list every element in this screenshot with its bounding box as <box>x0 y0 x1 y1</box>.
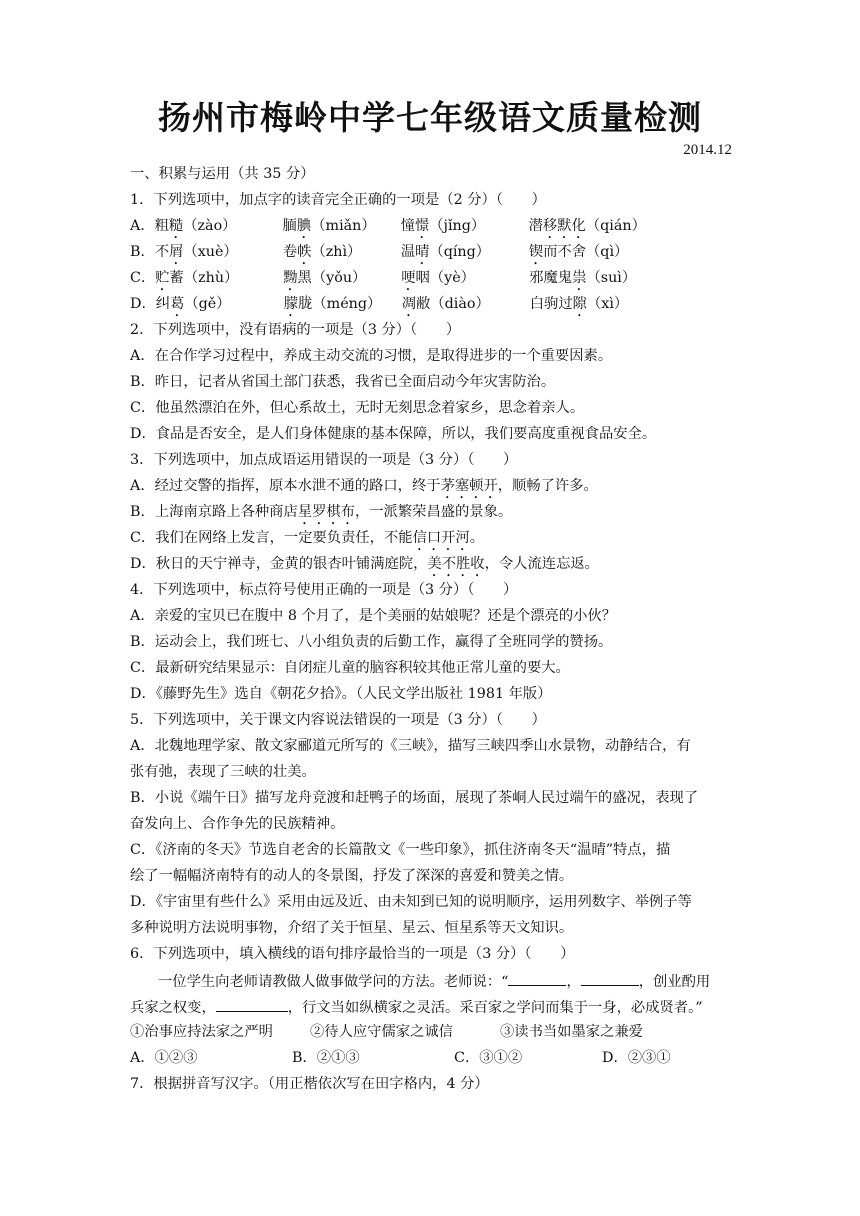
question-4-option-a: A．亲爱的宝贝已在腹中 8 个月了，是个美丽的姑娘呢？还是个漂亮的小伙？ <box>130 608 617 624</box>
question-5-option-a-line-1: A．北魏地理学家、散文家郦道元所写的《三峡》，描写三峡四季山水景物，动静结合，有 <box>130 738 691 754</box>
fill-blank-1 <box>508 970 566 986</box>
question-3-option-b: B．上海南京路上各种商店星罗棋布，一派繁荣昌盛的景象。 <box>130 504 513 520</box>
dotted-character: 锲 <box>528 244 544 260</box>
question-6-passage-line-2: 兵家之权变， ，行文当如纵横家之灵活。采百家之学问而集于一身，必成贤者。” <box>130 996 730 1018</box>
dotted-character: 祟 <box>572 270 587 286</box>
dotted-character: 憬 <box>414 218 430 234</box>
question-6-stem: 6．下列选项中，填入横线的语句排序最恰当的一项是（3 分）（ ） <box>130 946 575 962</box>
pronunciation-item: 潜移默化（qián） <box>528 218 646 234</box>
question-5-option-c-line-2: 绘了一幅幅济南特有的动人的冬景图，抒发了深深的喜爱和赞美之情。 <box>130 868 574 884</box>
question-5-stem: 5．下列选项中，关于课文内容说法错误的一项是（3 分）（ ） <box>130 712 546 728</box>
question-7-stem: 7．根据拼音写汉字。（用正楷依次写在田字格内，4 分） <box>130 1076 489 1092</box>
pronunciation-item: 纠葛（gě） <box>155 296 231 312</box>
question-1-option-b: B．不屑（xuè） 卷帙（zhì） 温晴（qíng） 锲而不舍（qì） <box>130 242 730 268</box>
dotted-character: 贮 <box>155 270 170 286</box>
question-1-option-c: C．贮蓄（zhù） 黝黑（yǒu） 哽咽（yè） 邪魔鬼祟（suì） <box>130 268 730 294</box>
pronunciation-item: 贮蓄（zhù） <box>155 270 239 286</box>
section-heading: 一、积累与运用（共 35 分） <box>130 166 315 182</box>
fill-blank-3 <box>216 996 288 1012</box>
pronunciation-item: 卷帙（zhì） <box>282 244 362 260</box>
dotted-idiom: 茅塞顿开 <box>440 478 498 494</box>
question-5-option-b-line-2: 奋发向上、合作争先的民族精神。 <box>130 816 345 832</box>
pronunciation-item: 白驹过隙（xì） <box>529 296 629 312</box>
pronunciation-item: 憧憬（jǐng） <box>400 218 486 234</box>
pronunciation-item: 不屑（xuè） <box>154 244 238 260</box>
question-5-option-b-line-1: B．小说《端午日》描写龙舟竞渡和赶鸭子的场面，展现了茶峒人民过端午的盛况，表现了 <box>130 790 699 806</box>
question-5-option-d-line-1: D．《宇宙里有些什么》采用由远及近、由未知到已知的说明顺序，运用列数字、举例子等 <box>130 894 692 910</box>
question-3-option-c: C．我们在网络上发言，一定要负责任，不能信口开河。 <box>130 530 485 546</box>
dotted-character: 移默化 <box>542 218 586 234</box>
dotted-character: 凋 <box>401 296 417 312</box>
pronunciation-item: 锲而不舍（qì） <box>528 244 629 260</box>
question-3-option-a: A．经过交警的指挥，原本水泄不通的路口，终于茅塞顿开，顺畅了许多。 <box>130 478 598 494</box>
dotted-idiom: 美不胜收 <box>427 556 485 572</box>
question-6-passage-line-1: 一位学生向老师请教做人做事做学问的方法。老师说：“ ， ，创业酌用 <box>130 970 730 992</box>
pronunciation-item: 黝黑（yǒu） <box>283 270 367 286</box>
question-5-option-a-line-2: 张有弛，表现了三峡的壮美。 <box>130 764 316 780</box>
question-5-option-d-line-2: 多种说明方法说明事物，介绍了关于恒星、星云、恒星系等天文知识。 <box>130 920 574 936</box>
question-2-option-a: A．在合作学习过程中，养成主动交流的习惯，是取得进步的一个重要因素。 <box>130 348 613 364</box>
dotted-character: 哽 <box>401 270 416 286</box>
pronunciation-item: 邪魔鬼祟（suì） <box>529 270 637 286</box>
question-1-option-d: D．纠葛（gě） 朦胧（méng） 凋敝（diào） 白驹过隙（xì） <box>130 294 730 320</box>
dotted-character: 晴 <box>415 244 430 260</box>
fill-blank-2 <box>581 970 639 986</box>
question-1-stem: 1．下列选项中，加点字的读音完全正确的一项是（2 分）（ ） <box>130 192 546 208</box>
dotted-character: 黝 <box>283 270 298 286</box>
pronunciation-item: 腼腆（miǎn） <box>282 218 376 234</box>
dotted-character: 帙 <box>297 244 312 260</box>
question-3-option-d: D．秋日的天宁禅寺，金黄的银杏叶铺满庭院，美不胜收，令人流连忘返。 <box>130 556 599 572</box>
question-6-choices: ①治事应持法家之严明 ②待人应守儒家之诚信 ③读书当如墨家之兼爱 <box>130 1024 643 1040</box>
dotted-character: 腆 <box>296 218 312 234</box>
pronunciation-item: 粗糙（zào） <box>154 218 237 234</box>
question-2-stem: 2．下列选项中，没有语病的一项是（3 分）（ ） <box>130 322 461 338</box>
question-1-option-a: A．粗糙（zào） 腼腆（miǎn） 憧憬（jǐng） 潜移默化（qián） <box>130 216 730 242</box>
dotted-idiom: 星罗棋布 <box>297 504 355 520</box>
question-2-option-b: B．昨日，记者从省国土部门获悉，我省已全面启动今年灾害防治。 <box>130 374 556 390</box>
question-3-stem: 3．下列选项中，加点成语运用错误的一项是（3 分）（ ） <box>130 452 518 468</box>
question-4-stem: 4．下列选项中，标点符号使用正确的一项是（3 分）（ ） <box>130 582 518 598</box>
question-4-option-c: C．最新研究结果显示：自闭症儿童的脑容积较其他正常儿童的要大。 <box>130 660 570 676</box>
question-2-option-d: D．食品是否安全，是人们身体健康的基本保障，所以，我们要高度重视食品安全。 <box>130 426 657 442</box>
question-4-option-d: D．《藤野先生》选自《朝花夕拾》。（人民文学出版社 1981 年版） <box>130 686 552 702</box>
pronunciation-item: 朦胧（méng） <box>283 296 382 312</box>
question-6-options: A．①②③ B．②①③ C．③①② D．②③① <box>130 1050 671 1066</box>
pronunciation-item: 温晴（qíng） <box>400 244 491 260</box>
exam-date: 2014.12 <box>683 142 732 158</box>
dotted-character: 隙 <box>572 296 587 312</box>
dotted-idiom: 信口开河 <box>412 530 470 546</box>
dotted-character: 朦 <box>283 296 299 312</box>
page-title: 扬州市梅岭中学七年级语文质量检测 <box>158 98 702 137</box>
question-4-option-b: B．运动会上，我们班七、八小组负责的后勤工作，赢得了全班同学的赞扬。 <box>130 634 613 650</box>
question-5-option-c-line-1: C．《济南的冬天》节选自老舍的长篇散文《一些印象》，抓住济南冬天“温晴”特点，描 <box>130 842 671 858</box>
dotted-character: 糙 <box>168 218 184 234</box>
pronunciation-item: 凋敝（diào） <box>401 296 490 312</box>
dotted-character: 葛 <box>170 296 185 312</box>
question-2-option-c: C．他虽然漂泊在外，但心系故土，无时无刻思念着家乡，思念着亲人。 <box>130 400 585 416</box>
dotted-character: 屑 <box>169 244 184 260</box>
pronunciation-item: 哽咽（yè） <box>401 270 475 286</box>
